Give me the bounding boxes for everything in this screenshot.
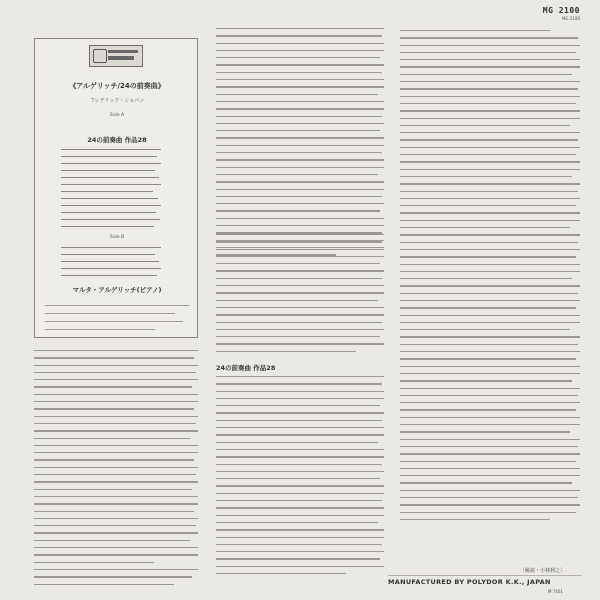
side-a-label: Side A: [109, 113, 125, 118]
prelude-section-heading: 24の前奏曲 作品28: [216, 364, 276, 372]
label-emblem-icon: [93, 49, 107, 63]
composer-name: フレデリック・ショパン: [89, 98, 145, 104]
catalog-sub: MG 2100: [561, 16, 580, 21]
side-a-track-list: [61, 147, 171, 231]
side-b-label: Side B: [109, 235, 125, 240]
middle-text-column-mid: [216, 234, 384, 358]
right-text-column: [400, 30, 580, 526]
intro-text-column: [34, 350, 198, 591]
work-title: 24の前奏曲 作品28: [87, 136, 147, 144]
side-b-track-list: [61, 245, 171, 280]
record-label-logo: [89, 45, 143, 67]
performer-name: マルタ・アルゲリッチ(ピアノ): [72, 286, 162, 294]
catalog-number: MG 2100: [542, 6, 580, 15]
middle-text-column-lower: [216, 376, 384, 580]
manufacturer-footer: MANUFACTURED BY POLYDOR K.K., JAPAN: [388, 578, 551, 586]
middle-text-column-upper: [216, 28, 384, 262]
footer-code: M 7401: [548, 589, 563, 594]
album-title: 《アルゲリッチ/24の前奏曲》: [69, 82, 165, 90]
author-credit: 〔解説・小林利之〕: [520, 568, 566, 574]
label-card: [34, 38, 198, 338]
